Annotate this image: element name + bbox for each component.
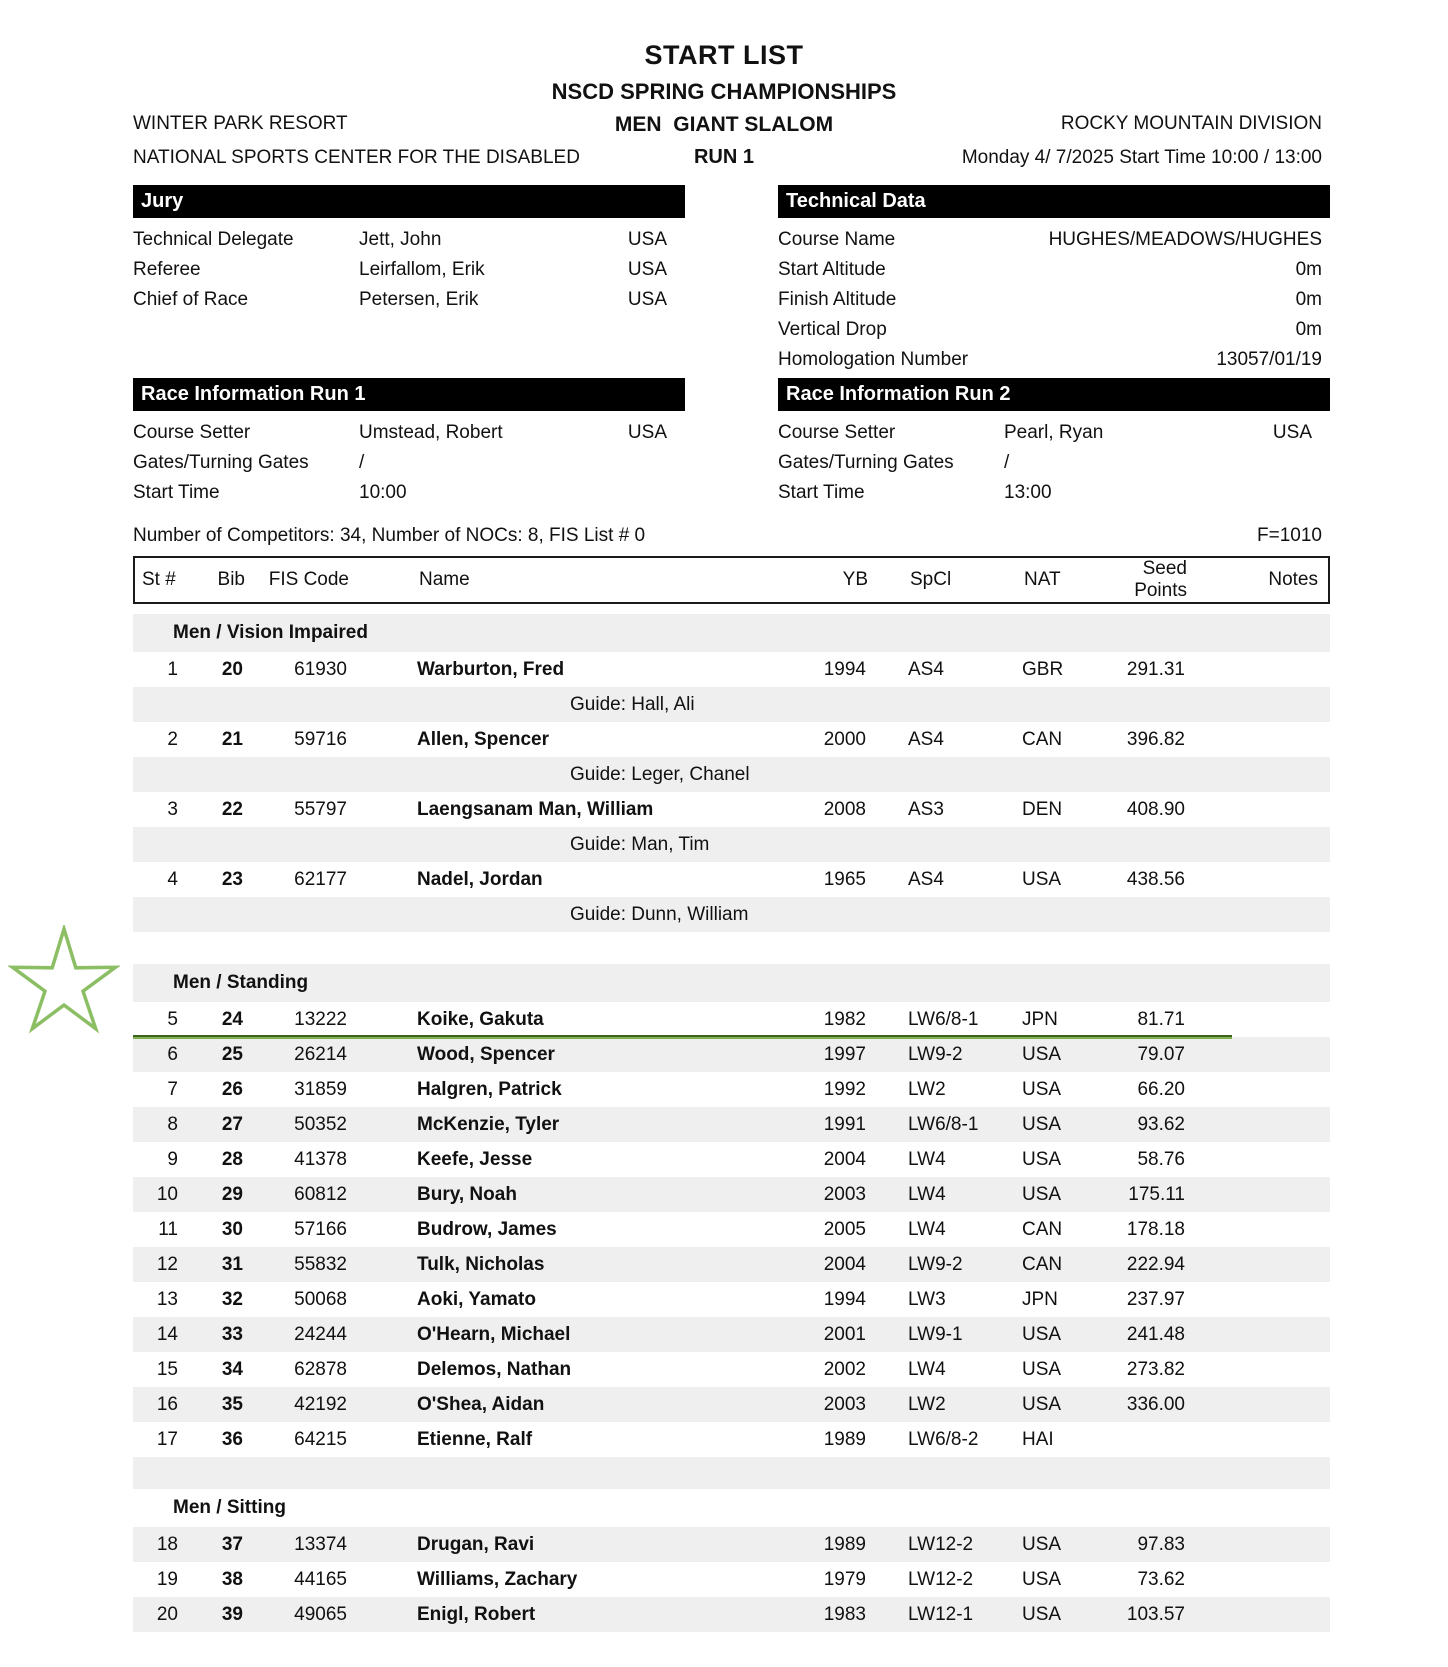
cell-fis-code: 57166 xyxy=(294,1218,347,1240)
cell-start-number: 19 xyxy=(156,1568,178,1590)
section-spacer-row xyxy=(133,932,1330,964)
col-header-fis-code: FIS Code xyxy=(268,569,349,590)
race-info-value: 10:00 xyxy=(359,482,407,503)
cell-bib: 23 xyxy=(221,868,243,890)
cell-name: Delemos, Nathan xyxy=(417,1358,572,1380)
guide-row xyxy=(133,757,1330,792)
race-info-run2-title: Race Information Run 2 xyxy=(778,378,1330,411)
cell-spcl: LW12-1 xyxy=(908,1603,974,1625)
race-info-label: Course Setter xyxy=(133,422,251,443)
start-row xyxy=(133,1247,1330,1282)
cell-name: Halgren, Patrick xyxy=(417,1078,562,1100)
start-row xyxy=(133,1037,1330,1072)
start-row xyxy=(133,862,1330,897)
cell-start-number: 1 xyxy=(167,658,178,680)
cell-fis-code: 64215 xyxy=(294,1428,347,1450)
cell-start-number: 10 xyxy=(156,1183,178,1205)
cell-name: Tulk, Nicholas xyxy=(417,1253,545,1275)
cell-nat: USA xyxy=(1022,1043,1062,1065)
cell-start-number: 11 xyxy=(158,1218,178,1240)
cell-name: Budrow, James xyxy=(417,1218,557,1240)
cell-spcl: LW2 xyxy=(908,1078,946,1100)
cell-fis-code: 13222 xyxy=(294,1008,347,1030)
cell-start-number: 12 xyxy=(156,1253,178,1275)
cell-name: McKenzie, Tyler xyxy=(417,1113,560,1135)
cell-seed-points: 273.82 xyxy=(1126,1358,1185,1380)
race-info-run1-panel xyxy=(133,378,685,508)
cell-yb: 2005 xyxy=(823,1218,866,1240)
cell-fis-code: 50352 xyxy=(294,1113,347,1135)
start-row xyxy=(133,652,1330,687)
cell-name: Etienne, Ralf xyxy=(417,1428,533,1450)
cell-bib: 20 xyxy=(221,658,243,680)
col-header-name: Name xyxy=(419,569,470,590)
championship-name: NSCD SPRING CHAMPIONSHIPS xyxy=(551,79,897,104)
cell-spcl: LW9-2 xyxy=(908,1253,963,1275)
start-row xyxy=(133,722,1330,757)
cell-bib: 28 xyxy=(221,1148,243,1170)
guide-name: Guide: Dunn, William xyxy=(570,903,749,925)
cell-nat: USA xyxy=(1022,1183,1062,1205)
race-info-run1-title: Race Information Run 1 xyxy=(133,378,685,411)
guide-row xyxy=(133,897,1330,932)
cell-fis-code: 62177 xyxy=(294,868,347,890)
cell-yb: 1991 xyxy=(823,1113,866,1135)
cell-yb: 2000 xyxy=(823,728,866,750)
cell-name: Bury, Noah xyxy=(417,1183,517,1205)
cell-seed-points: 336.00 xyxy=(1126,1393,1185,1415)
race-info-row xyxy=(778,478,1330,508)
guide-row xyxy=(133,687,1330,722)
race-info-row xyxy=(778,418,1330,448)
race-info-row xyxy=(778,448,1330,478)
technical-data-panel xyxy=(778,185,1330,375)
cell-name: Allen, Spencer xyxy=(417,728,549,750)
cell-spcl: LW2 xyxy=(908,1393,946,1415)
cell-yb: 2002 xyxy=(823,1358,866,1380)
cell-spcl: LW4 xyxy=(908,1218,946,1240)
cell-start-number: 2 xyxy=(167,728,178,750)
cell-bib: 26 xyxy=(221,1078,243,1100)
cell-spcl: AS3 xyxy=(908,798,944,820)
cell-name: Drugan, Ravi xyxy=(417,1533,535,1555)
cell-bib: 31 xyxy=(221,1253,243,1275)
jury-name: Jett, John xyxy=(359,229,442,250)
start-row xyxy=(133,1527,1330,1562)
cell-nat: USA xyxy=(1022,1323,1062,1345)
cell-seed-points: 81.71 xyxy=(1137,1008,1185,1030)
cell-fis-code: 44165 xyxy=(294,1568,347,1590)
venue-name: WINTER PARK RESORT xyxy=(133,113,348,134)
cell-start-number: 7 xyxy=(167,1078,178,1100)
race-info-nation xyxy=(1260,478,1330,508)
cell-bib: 36 xyxy=(221,1428,243,1450)
cell-yb: 1965 xyxy=(823,868,866,890)
tech-label: Vertical Drop xyxy=(778,319,887,340)
start-row xyxy=(133,1597,1330,1632)
cell-spcl: LW4 xyxy=(908,1183,946,1205)
cell-seed-points: 178.18 xyxy=(1126,1218,1185,1240)
tech-label: Finish Altitude xyxy=(778,289,897,310)
cell-seed-points: 237.97 xyxy=(1126,1288,1185,1310)
document-header xyxy=(0,0,1448,185)
cell-yb: 1997 xyxy=(823,1043,866,1065)
race-info-label: Start Time xyxy=(778,482,865,503)
col-header-nat: NAT xyxy=(1024,569,1061,590)
cell-bib: 30 xyxy=(221,1218,243,1240)
cell-bib: 22 xyxy=(221,798,243,820)
cell-name: Keefe, Jesse xyxy=(417,1148,533,1170)
cell-start-number: 17 xyxy=(156,1428,178,1450)
start-marker-line xyxy=(133,1035,1232,1039)
jury-row xyxy=(133,255,685,285)
cell-fis-code: 61930 xyxy=(294,658,347,680)
tech-label: Start Altitude xyxy=(778,259,886,280)
cell-spcl: LW12-2 xyxy=(908,1533,974,1555)
section-spacer-row xyxy=(133,1457,1330,1489)
cell-start-number: 4 xyxy=(167,868,178,890)
cell-fis-code: 24244 xyxy=(294,1323,347,1345)
jury-nation: USA xyxy=(627,229,667,250)
tech-value: 13057/01/19 xyxy=(1216,349,1322,370)
cell-nat: USA xyxy=(1022,1148,1062,1170)
cell-seed-points: 73.62 xyxy=(1137,1568,1185,1590)
race-info-label: Gates/Turning Gates xyxy=(133,452,309,473)
cell-bib: 34 xyxy=(221,1358,243,1380)
cell-fis-code: 42192 xyxy=(294,1393,347,1415)
tech-label: Course Name xyxy=(778,229,896,250)
event-name: MEN GIANT SLALOM xyxy=(614,113,834,136)
cell-spcl: LW4 xyxy=(908,1148,946,1170)
tech-value: HUGHES/MEADOWS/HUGHES xyxy=(1048,229,1322,250)
document-body xyxy=(133,185,1330,1632)
guide-name: Guide: Hall, Ali xyxy=(570,693,695,715)
race-info-nation xyxy=(615,478,685,508)
cell-bib: 37 xyxy=(221,1533,243,1555)
cell-yb: 1982 xyxy=(823,1008,866,1030)
jury-nation: USA xyxy=(627,289,667,310)
tech-value: 0m xyxy=(1295,289,1322,310)
jury-nation: USA xyxy=(627,259,667,280)
cell-name: O'Shea, Aidan xyxy=(417,1393,545,1415)
cell-nat: CAN xyxy=(1022,1253,1063,1275)
cell-fis-code: 59716 xyxy=(294,728,347,750)
cell-nat: USA xyxy=(1022,1113,1062,1135)
cell-start-number: 14 xyxy=(156,1323,178,1345)
cell-name: Enigl, Robert xyxy=(417,1603,536,1625)
cell-seed-points: 408.90 xyxy=(1126,798,1185,820)
cell-seed-points: 396.82 xyxy=(1126,728,1185,750)
cell-nat: CAN xyxy=(1022,728,1063,750)
cell-bib: 21 xyxy=(221,728,243,750)
organizer-name: NATIONAL SPORTS CENTER FOR THE DISABLED xyxy=(133,147,580,168)
cell-yb: 1994 xyxy=(823,658,866,680)
cell-seed-points: 241.48 xyxy=(1126,1323,1185,1345)
cell-fis-code: 26214 xyxy=(294,1043,347,1065)
cell-bib: 33 xyxy=(221,1323,243,1345)
cell-bib: 39 xyxy=(221,1603,243,1625)
cell-fis-code: 49065 xyxy=(294,1603,347,1625)
start-row xyxy=(133,1422,1330,1457)
cell-seed-points: 222.94 xyxy=(1126,1253,1185,1275)
jury-name: Leirfallom, Erik xyxy=(359,259,485,280)
race-info-value: 13:00 xyxy=(1004,482,1052,503)
race-info-row xyxy=(133,478,685,508)
cell-nat: USA xyxy=(1022,1078,1062,1100)
jury-role: Technical Delegate xyxy=(133,229,294,250)
cell-seed-points: 175.11 xyxy=(1128,1183,1185,1205)
category-header: Men / Vision Impaired xyxy=(133,614,1330,652)
cell-yb: 2001 xyxy=(823,1323,866,1345)
cell-start-number: 8 xyxy=(167,1113,178,1135)
jury-role: Referee xyxy=(133,259,201,280)
cell-spcl: LW3 xyxy=(908,1288,946,1310)
start-row xyxy=(133,1317,1330,1352)
cell-yb: 2004 xyxy=(823,1253,866,1275)
cell-yb: 2004 xyxy=(823,1148,866,1170)
cell-nat: USA xyxy=(1022,1603,1062,1625)
cell-name: Williams, Zachary xyxy=(417,1568,578,1590)
cell-yb: 1994 xyxy=(823,1288,866,1310)
tech-label: Homologation Number xyxy=(778,349,969,370)
cell-yb: 1989 xyxy=(823,1533,866,1555)
cell-spcl: AS4 xyxy=(908,728,944,750)
technical-data-row xyxy=(778,255,1330,285)
start-row xyxy=(133,1352,1330,1387)
cell-start-number: 6 xyxy=(167,1043,178,1065)
cell-seed-points: 58.76 xyxy=(1137,1148,1185,1170)
cell-start-number: 16 xyxy=(156,1393,178,1415)
race-info-nation: USA xyxy=(1272,422,1312,443)
start-list-body xyxy=(133,614,1330,1632)
jury-name: Petersen, Erik xyxy=(359,289,479,310)
cell-bib: 27 xyxy=(221,1113,243,1135)
technical-data-row xyxy=(778,315,1330,345)
col-header-notes: Notes xyxy=(1268,569,1318,590)
cell-name: O'Hearn, Michael xyxy=(417,1323,571,1345)
guide-name: Guide: Man, Tim xyxy=(570,833,710,855)
category-header: Men / Standing xyxy=(133,964,1330,1002)
cell-spcl: LW6/8-1 xyxy=(908,1113,979,1135)
jury-row xyxy=(133,285,685,315)
technical-data-title: Technical Data xyxy=(778,185,1330,218)
cell-yb: 1989 xyxy=(823,1428,866,1450)
cell-bib: 24 xyxy=(221,1008,243,1030)
cell-fis-code: 55832 xyxy=(294,1253,347,1275)
race-info-value: Pearl, Ryan xyxy=(1004,422,1104,443)
jury-role: Chief of Race xyxy=(133,289,249,310)
cell-start-number: 18 xyxy=(156,1533,178,1555)
race-info-value: Umstead, Robert xyxy=(359,422,503,443)
cell-spcl: AS4 xyxy=(908,868,944,890)
cell-nat: USA xyxy=(1022,868,1062,890)
cell-yb: 2003 xyxy=(823,1183,866,1205)
cell-name: Koike, Gakuta xyxy=(417,1008,544,1030)
cell-nat: USA xyxy=(1022,1533,1062,1555)
cell-name: Wood, Spencer xyxy=(417,1043,555,1065)
start-row xyxy=(133,1387,1330,1422)
start-row xyxy=(133,1177,1330,1212)
cell-nat: USA xyxy=(1022,1358,1062,1380)
cell-seed-points: 97.83 xyxy=(1137,1533,1185,1555)
cell-fis-code: 50068 xyxy=(294,1288,347,1310)
cell-name: Aoki, Yamato xyxy=(417,1288,536,1310)
start-row xyxy=(133,1002,1330,1037)
col-header-yb: YB xyxy=(842,569,868,590)
tech-value: 0m xyxy=(1295,319,1322,340)
start-row xyxy=(133,1282,1330,1317)
cell-name: Nadel, Jordan xyxy=(417,868,543,890)
cell-nat: GBR xyxy=(1022,658,1064,680)
technical-data-row xyxy=(778,225,1330,255)
cell-fis-code: 41378 xyxy=(294,1148,347,1170)
cell-yb: 1983 xyxy=(823,1603,866,1625)
cell-nat: USA xyxy=(1022,1568,1062,1590)
f-value-text: F=1010 xyxy=(1257,525,1322,546)
race-info-label: Start Time xyxy=(133,482,220,503)
cell-nat: CAN xyxy=(1022,1218,1063,1240)
page-title: START LIST xyxy=(644,40,804,70)
race-info-nation xyxy=(615,448,685,478)
race-info-label: Gates/Turning Gates xyxy=(778,452,954,473)
cell-nat: JPN xyxy=(1022,1288,1058,1310)
competitors-count-text: Number of Competitors: 34, Number of NOCs: 8, FIS List # 0 xyxy=(133,525,646,546)
cell-fis-code: 55797 xyxy=(294,798,347,820)
cell-seed-points: 103.57 xyxy=(1126,1603,1185,1625)
start-list-column-header xyxy=(133,556,1330,604)
race-info-value: / xyxy=(1004,452,1010,473)
date-line: Monday 4/ 7/2025 Start Time 10:00 / 13:00 xyxy=(961,147,1322,168)
start-row xyxy=(133,792,1330,827)
cell-name: Laengsanam Man, William xyxy=(417,798,654,820)
race-info-row xyxy=(133,448,685,478)
cell-spcl: LW6/8-1 xyxy=(908,1008,979,1030)
cell-fis-code: 60812 xyxy=(294,1183,347,1205)
cell-seed-points: 79.07 xyxy=(1137,1043,1185,1065)
cell-fis-code: 13374 xyxy=(294,1533,347,1555)
start-row xyxy=(133,1142,1330,1177)
cell-yb: 2003 xyxy=(823,1393,866,1415)
race-info-label: Course Setter xyxy=(778,422,896,443)
tech-value: 0m xyxy=(1295,259,1322,280)
cell-spcl: AS4 xyxy=(908,658,944,680)
cell-start-number: 13 xyxy=(156,1288,178,1310)
cell-nat: USA xyxy=(1022,1393,1062,1415)
guide-name: Guide: Leger, Chanel xyxy=(570,763,750,785)
cell-seed-points: 438.56 xyxy=(1126,868,1185,890)
start-row xyxy=(133,1562,1330,1597)
col-header-seed-points: Seed Points xyxy=(1134,558,1187,601)
cell-spcl: LW9-1 xyxy=(908,1323,963,1345)
race-info-value: / xyxy=(359,452,365,473)
cell-nat: JPN xyxy=(1022,1008,1058,1030)
start-row xyxy=(133,1072,1330,1107)
cell-nat: HAI xyxy=(1022,1428,1054,1450)
cell-yb: 1992 xyxy=(823,1078,866,1100)
col-header-st: St # xyxy=(142,569,176,590)
cell-yb: 1979 xyxy=(823,1568,866,1590)
division-name: ROCKY MOUNTAIN DIVISION xyxy=(1060,113,1322,134)
start-row xyxy=(133,1212,1330,1247)
cell-bib: 32 xyxy=(221,1288,243,1310)
cell-spcl: LW9-2 xyxy=(908,1043,963,1065)
col-header-bib: Bib xyxy=(217,569,245,590)
competitors-summary xyxy=(133,525,1330,547)
cell-bib: 38 xyxy=(221,1568,243,1590)
jury-panel xyxy=(133,185,685,315)
cell-fis-code: 31859 xyxy=(294,1078,347,1100)
cell-spcl: LW12-2 xyxy=(908,1568,974,1590)
race-info-nation xyxy=(1260,448,1330,478)
cell-start-number: 15 xyxy=(156,1358,178,1380)
category-header: Men / Sitting xyxy=(173,1497,286,1518)
cell-seed-points: 93.62 xyxy=(1137,1113,1185,1135)
race-info-nation: USA xyxy=(627,422,667,443)
col-header-spcl: SpCl xyxy=(910,569,952,590)
cell-start-number: 5 xyxy=(167,1008,178,1030)
cell-yb: 2008 xyxy=(823,798,866,820)
guide-row xyxy=(133,827,1330,862)
cell-start-number: 9 xyxy=(167,1148,178,1170)
start-row xyxy=(133,1107,1330,1142)
cell-spcl: LW6/8-2 xyxy=(908,1428,979,1450)
cell-nat: DEN xyxy=(1022,798,1063,820)
star-annotation-icon xyxy=(8,925,120,1043)
technical-data-row xyxy=(778,285,1330,315)
cell-spcl: LW4 xyxy=(908,1358,946,1380)
cell-bib: 35 xyxy=(221,1393,243,1415)
race-info-run2-panel xyxy=(778,378,1330,508)
cell-start-number: 3 xyxy=(167,798,178,820)
cell-fis-code: 62878 xyxy=(294,1358,347,1380)
cell-seed-points: 66.20 xyxy=(1137,1078,1185,1100)
jury-panel-title: Jury xyxy=(133,185,685,218)
run-label: RUN 1 xyxy=(693,146,754,168)
jury-row xyxy=(133,225,685,255)
cell-bib: 29 xyxy=(221,1183,243,1205)
cell-name: Warburton, Fred xyxy=(417,658,565,680)
cell-seed-points: 291.31 xyxy=(1126,658,1185,680)
cell-bib: 25 xyxy=(221,1043,243,1065)
cell-start-number: 20 xyxy=(156,1603,178,1625)
technical-data-row xyxy=(778,345,1330,375)
race-info-row xyxy=(133,418,685,448)
